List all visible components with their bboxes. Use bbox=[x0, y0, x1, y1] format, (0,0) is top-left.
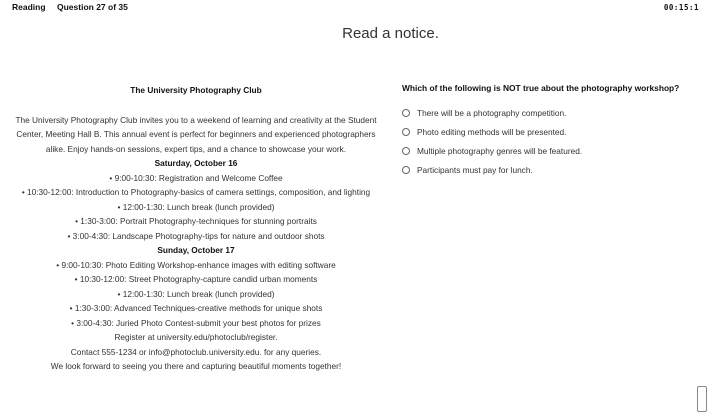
notice-intro: The University Photography Club invites you to a weekend of learning and creativity at the Student Center, Meeting Hall B. This annual event is perfect for beginners and experienced photographers alike. Enjoy hands-on sessions, expert tips, and a chance to showcase your work. bbox=[15, 114, 377, 154]
day-heading-sunday: Sunday, October 17 bbox=[157, 245, 235, 255]
schedule-item: • 9:00-10:30: Photo Editing Workshop-enhance images with editing software bbox=[56, 259, 336, 270]
radio-button[interactable] bbox=[402, 109, 410, 117]
closing-line: We look forward to seeing you there and capturing beautiful moments together! bbox=[50, 361, 342, 371]
top-bar bbox=[0, 0, 711, 14]
notice-passage bbox=[12, 83, 380, 374]
schedule-item: • 12:00-1:30: Lunch break (lunch provided) bbox=[117, 201, 275, 212]
schedule-item: • 9:00-10:30: Registration and Welcome Coffee bbox=[109, 172, 283, 183]
answer-option-c[interactable] bbox=[402, 141, 702, 160]
schedule-item: • 10:30-12:00: Street Photography-capture candid urban moments bbox=[74, 274, 318, 284]
question-panel bbox=[402, 83, 702, 179]
schedule-item: • 1:30-3:00: Advanced Techniques-creative methods for unique shots bbox=[69, 303, 323, 313]
radio-button[interactable] bbox=[402, 166, 410, 174]
day-heading-saturday: Saturday, October 16 bbox=[154, 158, 238, 168]
radio-button[interactable] bbox=[402, 147, 410, 155]
contact-info: Contact 555-1234 or info@photoclub.university.edu. for any queries. bbox=[70, 346, 322, 357]
schedule-item: • 10:30-12:00: Introduction to Photography-basics of camera settings, composition, and lighting bbox=[21, 187, 371, 197]
countdown-timer: 00:15:1 bbox=[663, 3, 699, 12]
answer-option-d[interactable] bbox=[402, 160, 702, 179]
question-counter: Question 27 of 35 bbox=[57, 2, 128, 12]
answer-option-label: Participants must pay for lunch. bbox=[417, 164, 533, 175]
schedule-item: • 3:00-4:30: Juried Photo Contest-submit your best photos for prizes bbox=[71, 317, 321, 328]
answer-option-a[interactable] bbox=[402, 103, 702, 122]
task-instruction: Read a notice. bbox=[342, 25, 439, 42]
answer-option-label: Photo editing methods will be presented. bbox=[417, 126, 567, 137]
radio-button[interactable] bbox=[402, 128, 410, 136]
answer-option-label: There will be a photography competition. bbox=[417, 107, 567, 118]
question-prompt: Which of the following is NOT true about the photography workshop? bbox=[402, 83, 680, 93]
schedule-item: • 1:30-3:00: Portrait Photography-techniques for stunning portraits bbox=[75, 216, 317, 226]
scrollbar-handle[interactable] bbox=[697, 386, 707, 412]
registration-info: Register at university.edu/photoclub/register. bbox=[114, 332, 278, 342]
notice-title: The University Photography Club bbox=[130, 85, 262, 95]
section-label: Reading bbox=[12, 2, 46, 12]
answer-option-b[interactable] bbox=[402, 122, 702, 141]
answer-option-label: Multiple photography genres will be featured. bbox=[417, 145, 583, 156]
schedule-item: • 3:00-4:30: Landscape Photography-tips for nature and outdoor shots bbox=[67, 230, 325, 241]
schedule-item: • 12:00-1:30: Lunch break (lunch provided) bbox=[117, 288, 275, 299]
